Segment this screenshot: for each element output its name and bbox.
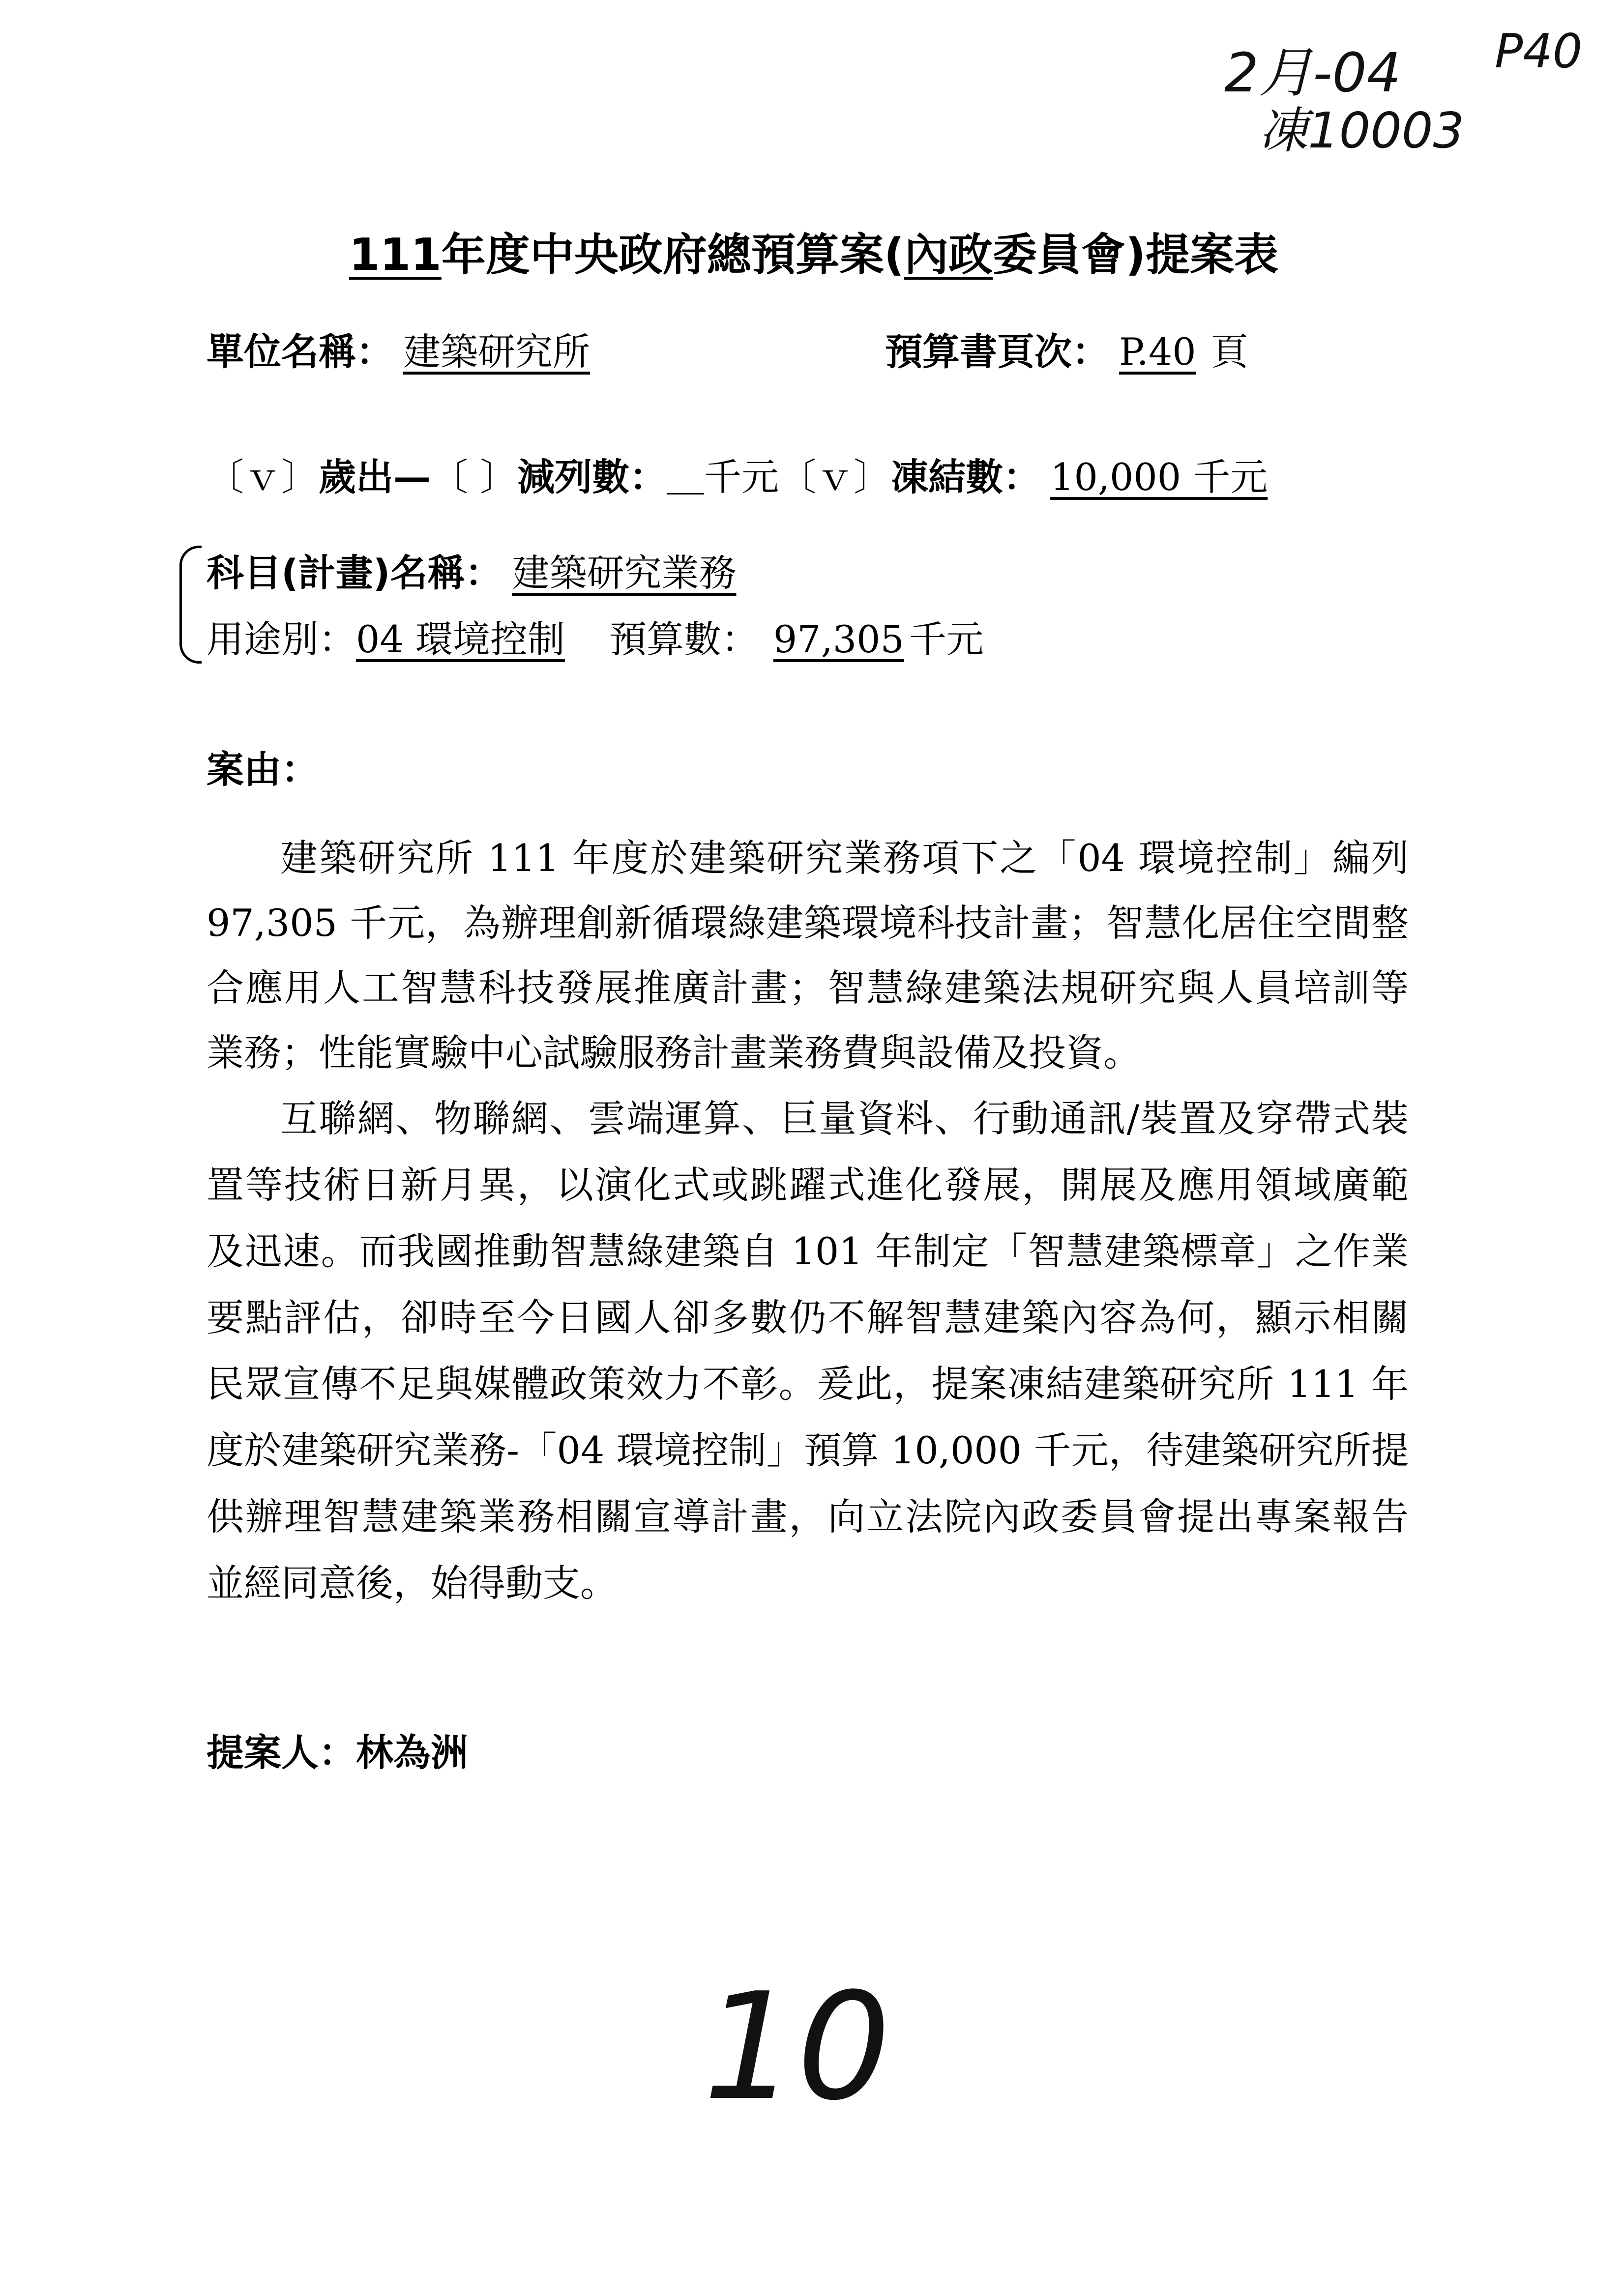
proposer-name: 林為洲 [356, 1731, 468, 1774]
subject-bracket [179, 546, 202, 664]
budget-page-row [885, 322, 1248, 376]
reduce-checkbox: 〔 〕 [431, 455, 518, 499]
paragraph1-line: 業務；性能實驗中心試驗服務計畫業務費與設備及投資。 [207, 1031, 1141, 1075]
paragraph1-line: 建築研究所 111 年度於建築研究業務項下之「04 環境控制」編列 [280, 836, 1409, 880]
reduce-unit: 千元 [704, 455, 779, 499]
budget-label: 預算數： [609, 617, 759, 661]
title-year: 111 [349, 229, 442, 281]
title-committee: 內政 [904, 229, 993, 281]
page-title [349, 219, 1278, 283]
freeze-checkbox: 〔ｖ〕 [779, 455, 891, 499]
freeze-value: 10,000 千元 [1050, 455, 1268, 499]
budget-page-suffix: 頁 [1211, 330, 1248, 374]
reduce-label: 減列數： [517, 455, 667, 499]
paragraph2-line: 並經同意後，始得動支。 [207, 1561, 618, 1605]
subject-value: 建築研究業務 [512, 551, 737, 595]
title-part1: 年度中央政府總預算案( [441, 229, 905, 281]
handwritten-item-number: 10 [703, 1961, 891, 2133]
unit-value: 建築研究所 [403, 330, 590, 374]
expenditure-checkbox: 〔ｖ〕 [207, 455, 319, 499]
usage-row [207, 610, 984, 663]
options-row [207, 447, 1277, 501]
subject-row [207, 543, 756, 597]
freeze-label: 凍結數： [891, 455, 1041, 499]
paragraph1-line: 合應用人工智慧科技發展推廣計畫；智慧綠建築法規研究與人員培訓等 [207, 966, 1409, 1010]
proposer-row [207, 1723, 468, 1776]
title-part2: 委員會)提案表 [993, 229, 1279, 281]
handwritten-page-note: P40 [1495, 25, 1583, 79]
handwritten-freeze-note: 凍10003 [1259, 102, 1465, 159]
paragraph1-line: 97,305 千元，為辦理創新循環綠建築環境科技計畫；智慧化居住空間整 [207, 901, 1409, 945]
budget-page-value: P.40 [1119, 330, 1196, 374]
paragraph2-line: 及迅速。而我國推動智慧綠建築自 101 年制定「智慧建築標章」之作業 [207, 1229, 1409, 1273]
expenditure-label: 歲出— [319, 455, 431, 499]
paragraph2-line: 互聯網、物聯網、雲端運算、巨量資料、行動通訊/裝置及穿帶式裝 [280, 1097, 1409, 1140]
handwritten-ref-code: 2月-04 [1224, 41, 1401, 104]
budget-unit: 千元 [909, 617, 984, 661]
reason-heading: 案由： [207, 748, 319, 791]
reduce-blank: ＿ [667, 455, 705, 499]
subject-label: 科目(計畫)名稱： [207, 551, 502, 595]
paragraph2-line: 要點評估，卻時至今日國人卻多數仍不解智慧建築內容為何，顯示相關 [207, 1296, 1409, 1339]
paragraph2-line: 置等技術日新月異，以演化式或跳躍式進化發展，開展及應用領域廣範 [207, 1163, 1409, 1207]
usage-value: 04 環境控制 [356, 617, 565, 661]
paragraph2-line: 供辦理智慧建築業務相關宣導計畫，向立法院內政委員會提出專案報告 [207, 1495, 1409, 1539]
unit-label: 單位名稱： [207, 330, 393, 374]
paragraph2-line: 度於建築研究業務-「04 環境控制」預算 10,000 千元，待建築研究所提 [207, 1428, 1409, 1472]
paragraph2-line: 民眾宣傳不足與媒體政策效力不彰。爰此，提案凍結建築研究所 111 年 [207, 1362, 1409, 1406]
usage-label: 用途別： [207, 617, 356, 661]
budget-value: 97,305 [773, 617, 904, 661]
unit-row [207, 322, 629, 376]
budget-page-label: 預算書頁次： [885, 330, 1109, 374]
proposer-label: 提案人： [207, 1731, 356, 1774]
